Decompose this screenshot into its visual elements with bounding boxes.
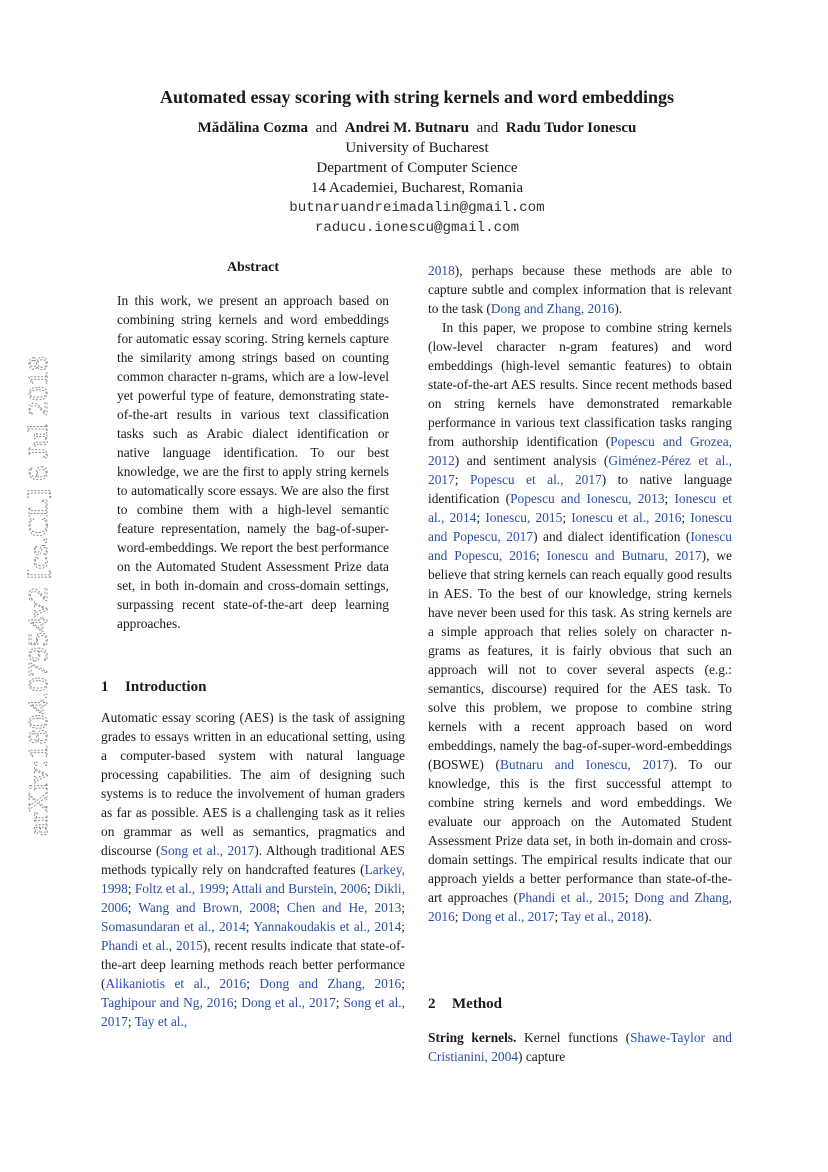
citation-link[interactable]: Tay et al., [134, 1014, 188, 1029]
paragraph-text: ). To our knowledge, this is the first successful attempt to combine string kernels and word embeddings. We evaluate our approach on the Automated Student Assessment Prize data set, in both in-domain and cross-domain settings. The empirical results indicate that our approach yields a better performance than state-of-the-art approaches ( [428, 757, 732, 905]
author-conj-2: and [476, 120, 499, 136]
paragraph-text: ; [476, 510, 486, 525]
section-2-title: Method [452, 996, 502, 1012]
citation-link[interactable]: Ionescu et al., 2014 [428, 491, 733, 525]
paragraph-text: ; [624, 890, 635, 905]
paragraph-text: ), recent results indicate that state-of-the-art deep learning methods reach better performance ( [101, 938, 405, 991]
citation-link[interactable]: Giménez-Pérez et al., 2017 [428, 453, 732, 487]
citation-link[interactable]: Attali and Burstein, 2006 [231, 881, 368, 896]
citation-link[interactable]: Phandi et al., 2015 [101, 938, 203, 953]
author-1: Mădălina Cozma [197, 120, 309, 136]
section-1-heading [101, 679, 206, 696]
paragraph-text: ; [562, 510, 572, 525]
affiliation-department: Department of Computer Science [316, 160, 518, 176]
citation-link[interactable]: Dong et al., 2017 [461, 909, 555, 924]
paragraph-text: ), we believe that string kernels can reach equally good results in AES. To the best of our knowledge, string kernels have never been used for this task. As string kernels are a simple approach that relies solely on character n-grams as features, it is fairly obvious that such an approach will not to cover several aspects (e.g.: semantics, discourse) required for the AES task. To solve this problem, we propose to combine string kernels with a recent approach based on word embeddings, namely the bag-of-super-word-embeddings (BOSWE) ( [428, 548, 732, 772]
paragraph-text: ; [535, 548, 547, 563]
author-2: Andrei M. Butnaru [344, 120, 470, 136]
paper-title: Automated essay scoring with string kernels and word embeddings [159, 87, 675, 107]
abstract-body [117, 291, 389, 633]
paragraph-text: ; [246, 976, 260, 991]
citation-link[interactable]: Popescu and Grozea, 2012 [428, 434, 732, 468]
paragraph-text: ; [401, 976, 405, 991]
paragraph-text: ). Although traditional AES methods typically rely on handcrafted features ( [101, 843, 405, 877]
paragraph-text: ; [335, 995, 344, 1010]
email-1: butnaruandreimadalin@gmail.com [289, 200, 545, 216]
paragraph-text: ; [225, 881, 232, 896]
paragraph-text: ; [233, 995, 242, 1010]
paragraph-text: ) and sentiment analysis ( [454, 453, 609, 468]
section-2-heading [428, 996, 502, 1013]
citation-link[interactable]: Ionescu et al., 2016 [571, 510, 682, 525]
paragraph-text: ). [644, 909, 652, 924]
paragraph-text: Kernel functions ( [516, 1030, 631, 1045]
citation-link[interactable]: Popescu et al., 2017 [469, 472, 602, 487]
method-column [428, 1028, 732, 1066]
paragraph-text: ; [245, 919, 254, 934]
citation-link[interactable]: Dong and Zhang, 2016 [490, 301, 615, 316]
paragraph-text: ) to native language identification ( [428, 472, 732, 506]
paragraph-text: ; [664, 491, 675, 506]
intro-paragraph-1-continued [428, 261, 732, 318]
paragraph-text: ) and dialect identification ( [533, 529, 691, 544]
arxiv-id: arXiv:1804.07954v2 [cs.CL] 6 Jul 2018 [23, 404, 53, 836]
citation-link[interactable]: Dong and Zhang, 2016 [259, 976, 402, 991]
intro-right-column [428, 261, 732, 926]
paragraph-text: ; [276, 900, 287, 915]
citation-link[interactable]: Ionescu and Popescu, 2016 [428, 529, 732, 563]
paragraph-text: ; [401, 900, 405, 915]
citation-link[interactable]: Tay et al., 2018 [561, 909, 645, 924]
paragraph-text: ; [454, 472, 470, 487]
section-1-title: Introduction [125, 679, 207, 695]
paragraph-text: ; [681, 510, 691, 525]
abstract-text: In this work, we present an approach based on combining string kernels and word embeddings for automatic essay scoring. String kernels capture the similarity among strings based on counting common character n-grams, which are a low-level yet powerful type of feature, demonstrating state-of-the-art results in various text classification tasks such as Arabic dialect identification or native language identification. To our best knowledge, we are the first to apply string kernels to automatically score essays. We are also the first to combine them with a high-level semantic feature representation, namely the bag-of-super-word-embeddings. We report the best performance on the Automated Student Assessment Prize data set, in both in-domain and cross-domain settings, surpassing recent state-of-the-art deep learning approaches. [117, 293, 389, 631]
citation-link[interactable]: 2018 [428, 263, 455, 278]
citation-link[interactable]: Shawe-Taylor and Cristianini, 2004 [428, 1030, 732, 1064]
paragraph-text: Automatic essay scoring (AES) is the task of assigning grades to essays written in an educational setting, using a computer-based system with natural language processing capabilities. The aim of designing such systems is to reduce the involvement of human graders as far as possible. AES is a challenging task as it relies on grammar as well as semantics, pragmatics and discourse ( [101, 710, 405, 858]
section-2-number: 2 [428, 996, 436, 1012]
intro-left-column [101, 708, 405, 1031]
paragraph-text: ) capture [518, 1049, 566, 1064]
paragraph-text: ; [401, 919, 406, 934]
paragraph-text: ; [127, 900, 139, 915]
intro-paragraph-1 [101, 708, 405, 1031]
citation-link[interactable]: Wang and Brown, 2008 [138, 900, 277, 915]
paragraph-text: ; [367, 881, 375, 896]
arxiv-stamp [17, 355, 57, 837]
email-2: raducu.ionescu@gmail.com [314, 220, 520, 236]
citation-link[interactable]: Alikaniotis et al., 2016 [105, 976, 247, 991]
affiliation-address: 14 Academiei, Bucharest, Romania [310, 180, 524, 196]
citation-link[interactable]: Ionescu and Butnaru, 2017 [546, 548, 702, 563]
citation-link[interactable]: Ionescu, 2015 [485, 510, 563, 525]
citation-link[interactable]: Popescu and Ionescu, 2013 [510, 491, 665, 506]
paragraph-text: ; [554, 909, 562, 924]
author-conj-1: and [315, 120, 338, 136]
citation-link[interactable]: Dong et al., 2017 [241, 995, 336, 1010]
citation-link[interactable]: Taghipour and Ng, 2016 [101, 995, 234, 1010]
method-paragraph-1 [428, 1028, 732, 1066]
citation-link[interactable]: Dikli, 2006 [101, 881, 405, 915]
arxiv-stamp-svg [17, 355, 57, 837]
affiliation-university: University of Bucharest [345, 140, 489, 156]
citation-link[interactable]: Somasundaran et al., 2014 [101, 919, 246, 934]
paragraph-text: ). [614, 301, 623, 316]
citation-link[interactable]: Larkey, 1998 [101, 862, 405, 896]
paragraph-text: ), perhaps because these methods are able to capture subtle and complex information that is relevant to the task ( [428, 263, 732, 316]
paragraph-text: ; [454, 909, 462, 924]
section-1-number: 1 [101, 679, 109, 695]
author-line [0, 120, 828, 137]
citation-link[interactable]: Yannakoudakis et al., 2014 [253, 919, 402, 934]
intro-paragraph-2 [428, 318, 732, 926]
citation-link[interactable]: Song et al., 2017 [101, 995, 405, 1029]
paragraph-text: ; [127, 881, 135, 896]
citation-link[interactable]: Phandi et al., 2015 [518, 890, 625, 905]
citation-link[interactable]: Chen and He, 2013 [286, 900, 402, 915]
citation-link[interactable]: Foltz et al., 1999 [134, 881, 226, 896]
paragraph-run-in-heading: String kernels. [428, 1030, 517, 1045]
author-3: Radu Tudor Ionescu [505, 120, 637, 136]
citation-link[interactable]: Dong and Zhang, 2016 [428, 890, 733, 924]
citation-link[interactable]: Song et al., 2017 [160, 843, 255, 858]
citation-link[interactable]: Ionescu and Popescu, 2017 [428, 510, 732, 544]
citation-link[interactable]: Butnaru and Ionescu, 2017 [499, 757, 670, 772]
paragraph-text: In this paper, we propose to combine string kernels (low-level character n-gram features) and word embeddings (high-level semantic features) to obtain state-of-the-art AES results. Since recent methods based on string kernels have demonstrated remarkable performance in various text classification tasks ranging from authorship identification ( [428, 320, 732, 449]
paragraph-text: ; [127, 1014, 135, 1029]
abstract-heading: Abstract [226, 260, 280, 275]
